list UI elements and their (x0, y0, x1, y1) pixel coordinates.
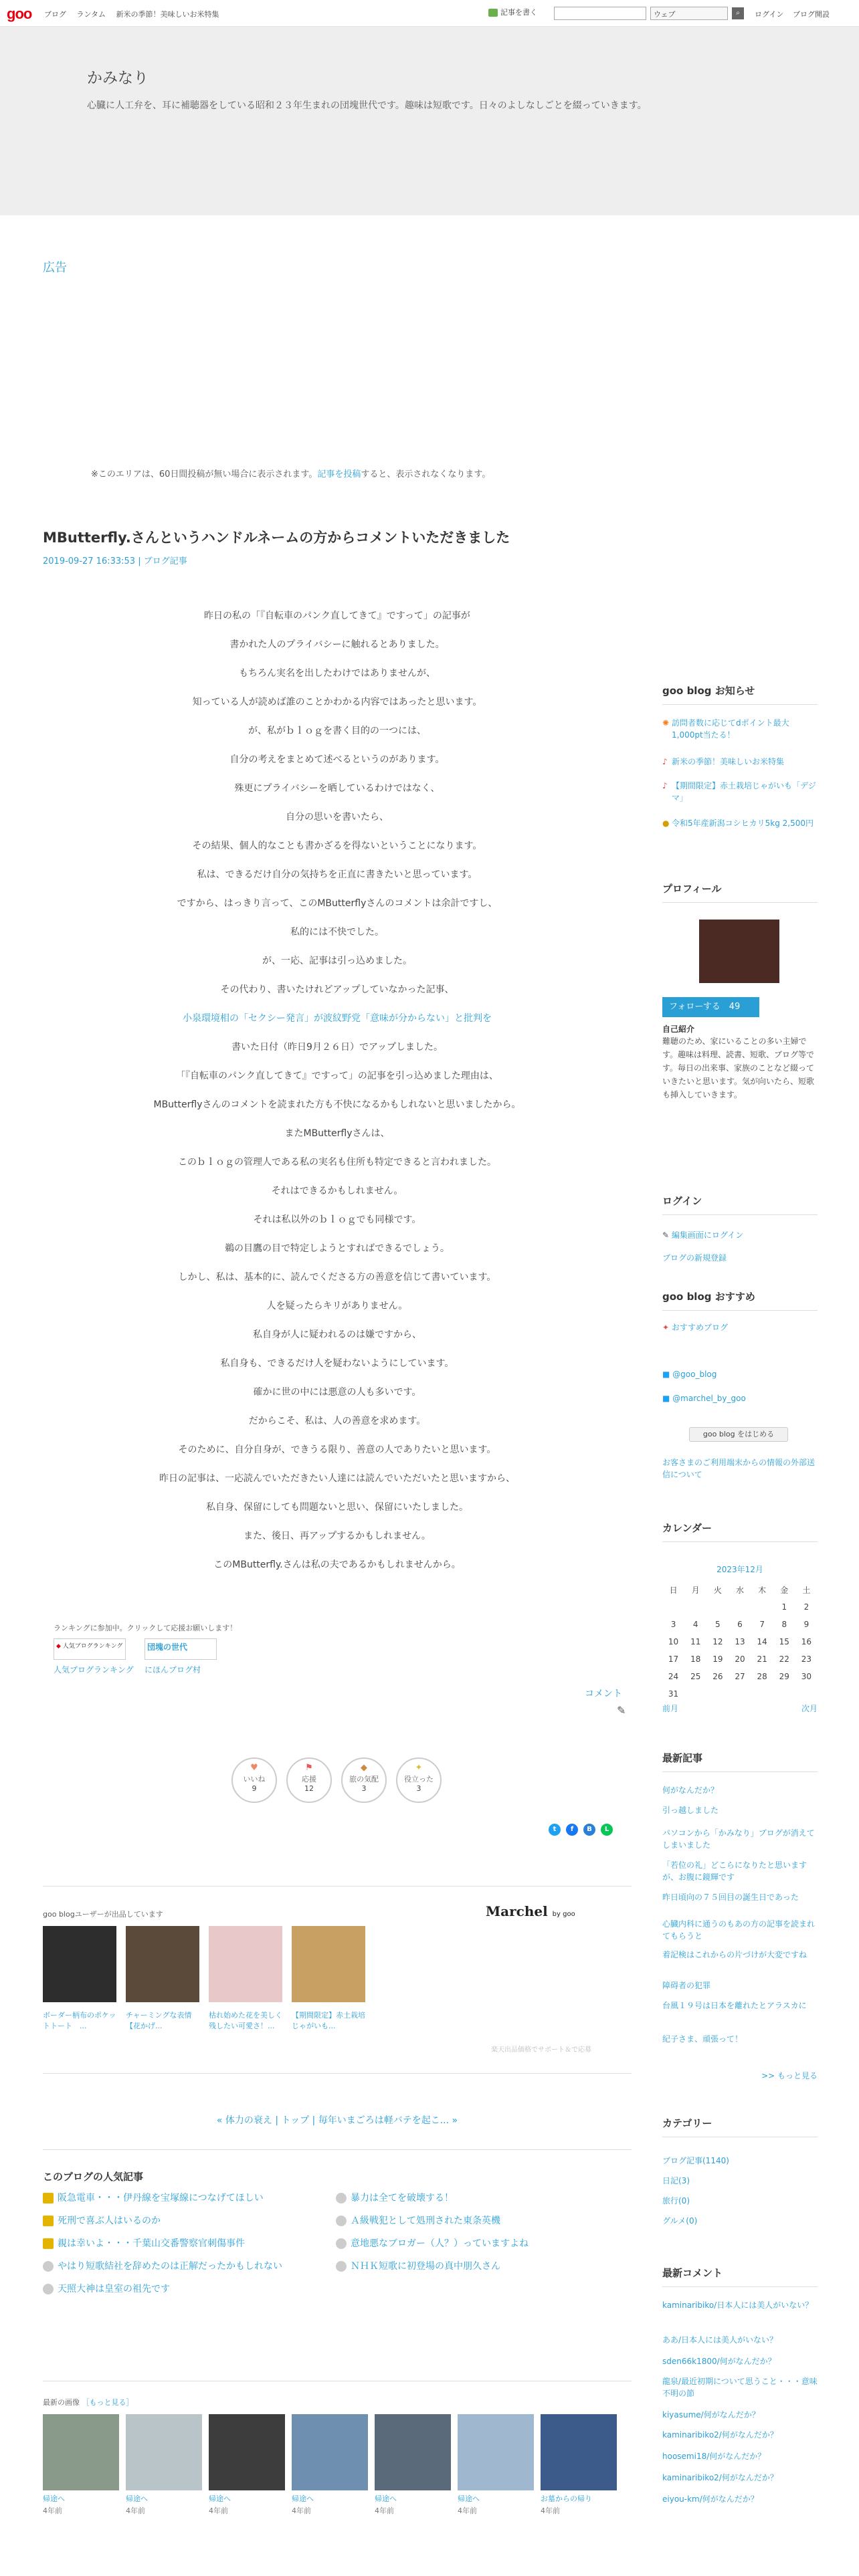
post-line: MButterflyさんのコメントを読まれた方も不快になるかもしれないと思いましたから。 (153, 1099, 521, 1110)
post-line: 「『自転車のパンク直してきて』ですって」の記事を引っ込めました理由は、 (176, 1071, 498, 1081)
calendar-day (795, 1685, 818, 1703)
post-line: それは私以外のｂｌｏｇでも同様です。 (253, 1214, 421, 1225)
calendar-day: 11 (690, 1637, 701, 1646)
calendar-day: 10 (668, 1637, 679, 1646)
calendar-day: 7 (759, 1620, 765, 1629)
bag-icon: ◆ (361, 1763, 367, 1773)
calendar-day (662, 1598, 684, 1616)
post-line: 書かれた人のプライバシーに触れるとありました。 (229, 639, 445, 650)
note-icon: ♪ (662, 757, 668, 766)
coin-icon: ● (662, 819, 670, 828)
calendar-day (729, 1598, 751, 1616)
reaction-support[interactable]: ⚑ 応援 12 (286, 1757, 332, 1803)
calendar-day: 19 (712, 1654, 723, 1664)
twitter-icon: ■ (662, 1394, 673, 1403)
divider (43, 1886, 632, 1887)
heart-icon: ♥ (250, 1763, 258, 1773)
post-body (43, 602, 632, 1580)
recent-comment-link[interactable]: 龍泉/最近初期について思うこと・・・意味不明の節 (662, 2377, 818, 2398)
ranking-caption[interactable]: 人気ブログランキング (54, 1665, 134, 1675)
recent-image-age: 4年前 (375, 2506, 394, 2515)
ad-label: 広告 (43, 261, 67, 275)
post-line: その結果、個人的なことも書かざるを得ないということになります。 (192, 841, 482, 851)
search-scope-select[interactable]: ウェブ (650, 7, 728, 20)
popular-post-link[interactable]: 天照大神は皇室の祖先です (43, 2282, 170, 2296)
recent-comment-link[interactable]: kaminaribiko/日本人には美人がいない？ (662, 2300, 814, 2310)
popular-post-link[interactable]: 死刑で喜ぶ人はいるのか (43, 2214, 161, 2228)
recent-posts-title: 最新記事 (662, 1751, 818, 1772)
recent-post-link[interactable]: パソコンから「かみなり」ブログが消えてしまいました (662, 1828, 815, 1850)
post-line: 昨日の記事は、一応読んでいただきたい人達には読んでいただいたと思いますから、 (159, 1473, 515, 1484)
notice-item[interactable]: ● 令和5年産新潟コシヒカリ5kg 2,500円 (662, 819, 814, 828)
goo-logo[interactable]: goo (7, 5, 32, 22)
bullet-icon (336, 2193, 347, 2204)
recent-image[interactable] (375, 2414, 451, 2490)
calendar-day: 21 (757, 1654, 767, 1664)
intro-label: 自己紹介 (662, 1025, 695, 1034)
calendar-weekday: 土 (802, 1585, 811, 1595)
login-link[interactable]: ログイン (755, 10, 784, 19)
calendar-prev[interactable]: 前月 (662, 1704, 679, 1713)
popular-post-link[interactable]: Ａ級戦犯として処刑された東条英機 (336, 2214, 500, 2228)
divider (43, 2073, 632, 2074)
ad-note: ※このエリアは、60日間投稿が無い場合に表示されます。記事を投稿すると、表示されなくなります。 (91, 469, 491, 479)
recent-comments-title: 最新コメント (662, 2266, 818, 2287)
product-caption[interactable]: 【期間限定】赤土栽培じゃがいも... (292, 2011, 365, 2030)
calendar-day (684, 1685, 706, 1703)
recent-image-caption[interactable]: 帰途へ (292, 2494, 314, 2503)
calendar-day (729, 1685, 751, 1703)
divider (43, 2149, 632, 2150)
category-title: カテゴリー (662, 2116, 818, 2137)
recent-comment-link[interactable]: kaminaribiko2/何がなんだか？ (662, 2430, 778, 2440)
marchel-logo[interactable]: Marchel by goo (486, 1903, 575, 1919)
calendar-title: カレンダー (662, 1521, 818, 1542)
line-share-icon[interactable]: L (601, 1824, 613, 1836)
calendar-day: 8 (781, 1620, 787, 1629)
calendar-weekday: 火 (713, 1585, 722, 1595)
recent-image-age: 4年前 (209, 2506, 228, 2515)
calendar-day: 14 (757, 1637, 767, 1646)
ranking-banner[interactable]: ◆ 人気ブログランキング (54, 1638, 126, 1660)
twitter-marchel-link[interactable]: ■ @marchel_by_goo (662, 1394, 746, 1403)
bullet-icon (43, 2261, 54, 2272)
calendar (662, 1564, 818, 1713)
recent-more-link[interactable]: >> もっと見る (761, 2071, 818, 2080)
post-line: 殊更にプライバシーを晒しているわけではなく、 (234, 783, 440, 794)
recent-image-age: 4年前 (43, 2506, 62, 2515)
post-line: このｂｌｏｇの管理人である私の実名も住所も特定できると言われました。 (178, 1157, 496, 1168)
recent-post-link[interactable]: 心臓内科に通うのもあの方の記事を読まれてもらうと (662, 1919, 816, 1941)
nav-ranking[interactable]: ランタム (76, 10, 106, 19)
post-pager[interactable]: « 体力の衰え | トップ | 毎年いまごろは軽バテを起こ... » (216, 2115, 458, 2126)
recent-image-caption[interactable]: 帰途へ (126, 2494, 148, 2503)
follow-button[interactable]: フォローする 49 (662, 997, 759, 1017)
post-line: 書いた日付（昨日9月２６日）でアップしました。 (231, 1042, 443, 1053)
product-image[interactable] (126, 1926, 199, 2002)
calendar-day: 23 (801, 1654, 812, 1664)
gift-icon: ✺ (662, 718, 670, 728)
calendar-day: 5 (715, 1620, 721, 1629)
post-line: またMButterflyさんは、 (284, 1128, 390, 1139)
calendar-weekday: 金 (780, 1585, 789, 1595)
calendar-grid (662, 1581, 818, 1703)
calendar-day (773, 1685, 795, 1703)
recent-comment-link[interactable]: eiyou-km/何がなんだか？ (662, 2494, 759, 2504)
more-images-link[interactable]: ［もっと見る］ (82, 2398, 134, 2407)
bullet-icon (336, 2261, 347, 2272)
recent-comment-link[interactable]: ああ/日本人には美人がいない？ (662, 2335, 778, 2345)
recent-post-link[interactable]: 引っ越しました (662, 1806, 719, 1815)
post-article-link[interactable]: 記事を投稿 (317, 469, 361, 479)
twitter-icon: ■ (662, 1370, 673, 1379)
calendar-day: 22 (779, 1654, 789, 1664)
recent-post-link[interactable]: 昨日頃向の７５回目の誕生日であった (662, 1893, 799, 1902)
start-blog-button[interactable]: goo blog をはじめる (689, 1427, 788, 1442)
recent-image-age: 4年前 (458, 2506, 477, 2515)
post-line: が、一応、記事は引っ込めました。 (262, 956, 412, 966)
recent-image[interactable] (43, 2414, 119, 2490)
blog-title[interactable]: かみなり (87, 70, 149, 87)
account-links (755, 9, 836, 19)
calendar-weekday: 月 (691, 1585, 700, 1595)
recent-image[interactable] (126, 2414, 202, 2490)
flag-icon: ⚑ (305, 1763, 313, 1773)
calendar-next[interactable]: 次月 (801, 1704, 818, 1713)
calendar-day: 27 (735, 1672, 745, 1681)
recent-post-link[interactable]: 着記検はこれからの片づけが大変ですね (662, 1950, 807, 1959)
top-nav (44, 9, 227, 19)
calendar-day: 28 (757, 1672, 767, 1681)
post-line[interactable]: 小泉環境相の「セクシー発言」が波紋野党「意味が分からない」と批判を (183, 1013, 492, 1024)
reaction-like[interactable]: ♥ いいね 9 (231, 1757, 277, 1803)
post-line: 私自身、保留にしても問題ないと思い、保留にいたしました。 (206, 1502, 468, 1513)
twitter-goo-link[interactable]: ■ @goo_blog (662, 1370, 717, 1379)
recent-image[interactable] (209, 2414, 285, 2490)
note-icon: ♪ (662, 781, 668, 790)
open-blog-link[interactable]: ブログ開設 (792, 10, 830, 19)
notice-item[interactable]: ✺ 訪問者数に応じてdポイント最大1,000pt当たる！ (662, 718, 789, 740)
star-icon: ✦ (662, 1323, 672, 1332)
post-line: 私的には不快でした。 (290, 927, 384, 938)
calendar-weekday: 水 (735, 1585, 744, 1595)
mura-banner[interactable]: 団塊の世代 (145, 1638, 217, 1660)
recent-post-link[interactable]: 紀子さま、頑張って！ (662, 2034, 743, 2044)
calendar-day: 3 (670, 1620, 676, 1629)
calendar-day: 18 (690, 1654, 701, 1664)
post-line: 私自身が人に疑われるのは嫌ですから、 (253, 1329, 421, 1340)
calendar-day (706, 1685, 729, 1703)
calendar-day: 25 (690, 1672, 701, 1681)
calendar-weekday: 木 (758, 1585, 767, 1595)
post-line: 自分の思いを書いたら、 (286, 812, 389, 823)
profile-title: プロフィール (662, 881, 818, 903)
calendar-day: 13 (735, 1637, 745, 1646)
post-meta: 2019-09-27 16:33:53 | ブログ記事 (43, 556, 187, 566)
login-title: ログイン (662, 1194, 818, 1215)
external-info-link[interactable]: お客さまのご利用端末からの情報の外部送信について (662, 1458, 816, 1479)
edit-login-link[interactable]: ✎ 編集画面にログイン (662, 1230, 744, 1240)
blog-header (0, 27, 859, 215)
post-line: それはできるかもしれません。 (271, 1186, 403, 1196)
recommend-blog-link[interactable]: ✦ おすすめブログ (662, 1323, 728, 1332)
calendar-day: 20 (735, 1654, 745, 1664)
post-date: 2019-09-27 16:33:53 (43, 556, 136, 566)
recent-image-caption[interactable]: 帰途へ (458, 2494, 480, 2503)
nav-blog[interactable]: ブログ (44, 10, 66, 19)
profile-intro: 難聴のため、家にいることの多い主婦です。趣味は料理、読書、短歌、ブログ等です。毎日の出来事、家族のことなど綴っていきたいと思います。気が向いたら、短歌も挿入していきます。 (662, 1037, 815, 1099)
category-link[interactable]: グルメ(0) (662, 2216, 698, 2226)
calendar-day: 29 (779, 1672, 789, 1681)
recent-post-link[interactable]: 何がなんだか？ (662, 1786, 719, 1795)
calendar-month[interactable]: 2023年12月 (717, 1565, 763, 1574)
twitter-share-icon[interactable]: t (549, 1824, 561, 1836)
product-caption[interactable]: ボーダー柄布のポケットトート ... (43, 2011, 116, 2030)
recent-image-caption[interactable]: 帰途へ (375, 2494, 397, 2503)
post-line: だからこそ、私は、人の善意を求めます。 (248, 1416, 426, 1426)
crown-icon (43, 2193, 54, 2204)
recent-image[interactable] (458, 2414, 534, 2490)
recent-comment-link[interactable]: kaminaribiko2/何がなんだか？ (662, 2473, 778, 2482)
post-title: MButterfly.さんというハンドルネームの方からコメントいただきました (43, 530, 510, 546)
product-image[interactable] (43, 1926, 116, 2002)
category-link[interactable]: 旅行(0) (662, 2196, 690, 2206)
calendar-day: 6 (737, 1620, 743, 1629)
calendar-day (751, 1685, 773, 1703)
popular-post-link[interactable]: 親は幸いよ・・・千葉山交番警察官刺傷事件 (43, 2236, 245, 2251)
post-line: 自分の考えをまとめて述べるというのがあります。 (229, 754, 445, 765)
post-line: 鵜の目鷹の目で特定しようとすればできるでしょう。 (225, 1243, 450, 1254)
recent-post-link[interactable]: 「若位の礼」どこらになりたと思いますが、お腹に鏡輝です (662, 1860, 807, 1882)
post-line: 人を疑ったらキリがありません。 (266, 1301, 408, 1311)
crown-icon (43, 2238, 54, 2249)
calendar-day: 30 (801, 1672, 812, 1681)
recent-comment-link[interactable]: sden66k1800/何がなんだか？ (662, 2357, 776, 2366)
popular-post-link[interactable]: やはり短歌結社を辞めたのは正解だったかもしれない (43, 2259, 282, 2274)
hatena-share-icon[interactable]: B (583, 1824, 595, 1836)
recent-image[interactable] (541, 2414, 617, 2490)
notice-title: goo blog お知らせ (662, 683, 818, 705)
post-line: 私自身も、できるだけ人を疑わないようにしています。 (220, 1358, 454, 1369)
calendar-day: 4 (692, 1620, 698, 1629)
post-line: 確かに世の中には悪意の人も多いです。 (253, 1387, 421, 1398)
post-line: もちろん実名を出したわけではありませんが、 (239, 668, 436, 679)
recent-comment-link[interactable]: hoosemi18/何がなんだか？ (662, 2452, 766, 2461)
mura-caption[interactable]: にほんブログ村 (145, 1665, 201, 1675)
popular-post-link[interactable]: 阪急電車・・・伊丹線を宝塚線につなげてほしい (43, 2191, 264, 2206)
pen-icon[interactable]: ✎ (617, 1704, 626, 1717)
reaction-useful[interactable]: ✦ 役立った 3 (396, 1757, 442, 1803)
blog-description: 心臓に人工弁を、耳に補聴器をしている昭和２３年生まれの団塊世代です。趣味は短歌です。日々のよしなしごとを綴っていきます。 (87, 100, 647, 111)
calendar-day (684, 1598, 706, 1616)
calendar-day: 12 (712, 1637, 723, 1646)
popular-post-link[interactable]: ＮＨＫ短歌に初登場の真中朋久さん (336, 2259, 500, 2274)
post-line: が、私がｂｌｏｇを書く目的の一つには、 (248, 726, 426, 736)
calendar-day: 1 (781, 1602, 787, 1612)
bulb-icon: ✦ (415, 1763, 423, 1773)
recent-post-link[interactable]: 障碍者の犯罪 (662, 1981, 711, 1990)
post-line: しかし、私は、基本的に、読んでくださる方の善意を信じて書いています。 (178, 1272, 496, 1283)
product-caption[interactable]: チャーミングな表情【花かげ... (126, 2011, 192, 2030)
calendar-day: 24 (668, 1672, 679, 1681)
write-post-button[interactable]: 記事を書く (488, 7, 537, 17)
calendar-day: 17 (668, 1654, 679, 1664)
ranking-note: ランキングに参加中。クリックして応援お願いします！ (54, 1624, 237, 1632)
register-link[interactable]: ブログの新規登録 (662, 1253, 727, 1263)
product-image[interactable] (292, 1926, 365, 2002)
post-line: このMButterfly.さんは私の夫であるかもしれませんから。 (213, 1560, 461, 1570)
post-line: 知っている人が読めば誰のことかわかる内容ではあったと思います。 (192, 697, 482, 708)
post-line: 昨日の私の「『自転車のパンク直してきて』ですって」の記事が (204, 611, 470, 621)
post-line: 私は、できるだけ自分の気持ちを正直に書きたいと思っています。 (197, 869, 478, 880)
recent-post-link[interactable]: 台風１９号は日本を離れたとアラスカに (662, 2001, 807, 2010)
calendar-day: 16 (801, 1637, 812, 1646)
follow-count: 49 (729, 1002, 741, 1012)
recent-image-caption[interactable]: 帰途へ (43, 2494, 65, 2503)
post-line: また、後日、再アップするかもしれません。 (244, 1531, 431, 1541)
recent-image-caption[interactable]: 帰途へ (209, 2494, 231, 2503)
facebook-share-icon[interactable]: f (566, 1824, 578, 1836)
calendar-day: 26 (712, 1672, 723, 1681)
nav-feature[interactable]: 新米の季節！美味しいお米特集 (116, 10, 219, 19)
calendar-day: 2 (803, 1602, 809, 1612)
comment-link[interactable]: コメント (585, 1689, 622, 1699)
category-link[interactable]: ブログ記事(1140) (662, 2156, 729, 2165)
reaction-travel[interactable]: ◆ 旅の気配 3 (341, 1757, 387, 1803)
popular-posts-title: このブログの人気記事 (43, 2171, 144, 2183)
recent-image[interactable] (292, 2414, 368, 2490)
popular-post-link[interactable]: 意地悪なブロガー（人？）っていますよね (336, 2236, 529, 2251)
post-category-link[interactable]: ブログ記事 (143, 556, 187, 566)
calendar-weekday: 日 (669, 1585, 678, 1595)
profile-image[interactable] (699, 920, 779, 983)
search-input[interactable] (554, 7, 646, 20)
crown-icon (43, 2216, 54, 2226)
bullet-icon (336, 2238, 347, 2249)
post-line: ですから、はっきり言って、このMButterflyさんのコメントは余計ですし、 (177, 898, 498, 909)
product-caption[interactable]: 枯れ始めた花を美しく残したい可愛さ！... (209, 2011, 282, 2030)
calendar-day (751, 1598, 773, 1616)
post-line: そのために、自分自身が、できうる限り、善意の人でありたいと思います。 (178, 1444, 496, 1455)
recent-image-caption[interactable]: お墓からの帰り (541, 2494, 592, 2503)
recommend-title: goo blog おすすめ (662, 1289, 818, 1311)
category-link[interactable]: 日記(3) (662, 2176, 690, 2185)
product-image[interactable] (209, 1926, 282, 2002)
post-line: その代わり、書いたけれどアップしていなかった記事、 (220, 984, 454, 995)
recent-image-age: 4年前 (126, 2506, 145, 2515)
bullet-icon (336, 2216, 347, 2226)
recent-image-age: 4年前 (292, 2506, 311, 2515)
popular-post-link[interactable]: 暴力は全てを破壊する！ (336, 2191, 454, 2206)
recent-images-title: 最新の画像 ［もっと見る］ (43, 2398, 134, 2407)
pencil-icon: ✎ (662, 1230, 672, 1240)
calendar-day: 15 (779, 1637, 789, 1646)
calendar-day: 31 (668, 1689, 679, 1699)
notice-item[interactable]: ♪ 新米の季節！美味しいお米特集 (662, 757, 785, 766)
bullet-icon (43, 2284, 54, 2294)
calendar-day: 9 (803, 1620, 809, 1629)
pen-icon (488, 9, 498, 17)
recent-comment-link[interactable]: kiyasume/何がなんだか？ (662, 2410, 760, 2420)
search-button[interactable]: ⌕ (732, 7, 744, 19)
calendar-day (706, 1598, 729, 1616)
user-listings-title: goo blogユーザーが出品しています (43, 1910, 163, 1919)
recent-image-age: 4年前 (541, 2506, 560, 2515)
top-bar (0, 0, 859, 27)
sponsor-note: 楽天出品価格でサポート＆で応募 (491, 2046, 591, 2054)
notice-item[interactable]: ♪ 【期間限定】赤土栽培じゃがいも「デジマ」 (662, 781, 816, 802)
